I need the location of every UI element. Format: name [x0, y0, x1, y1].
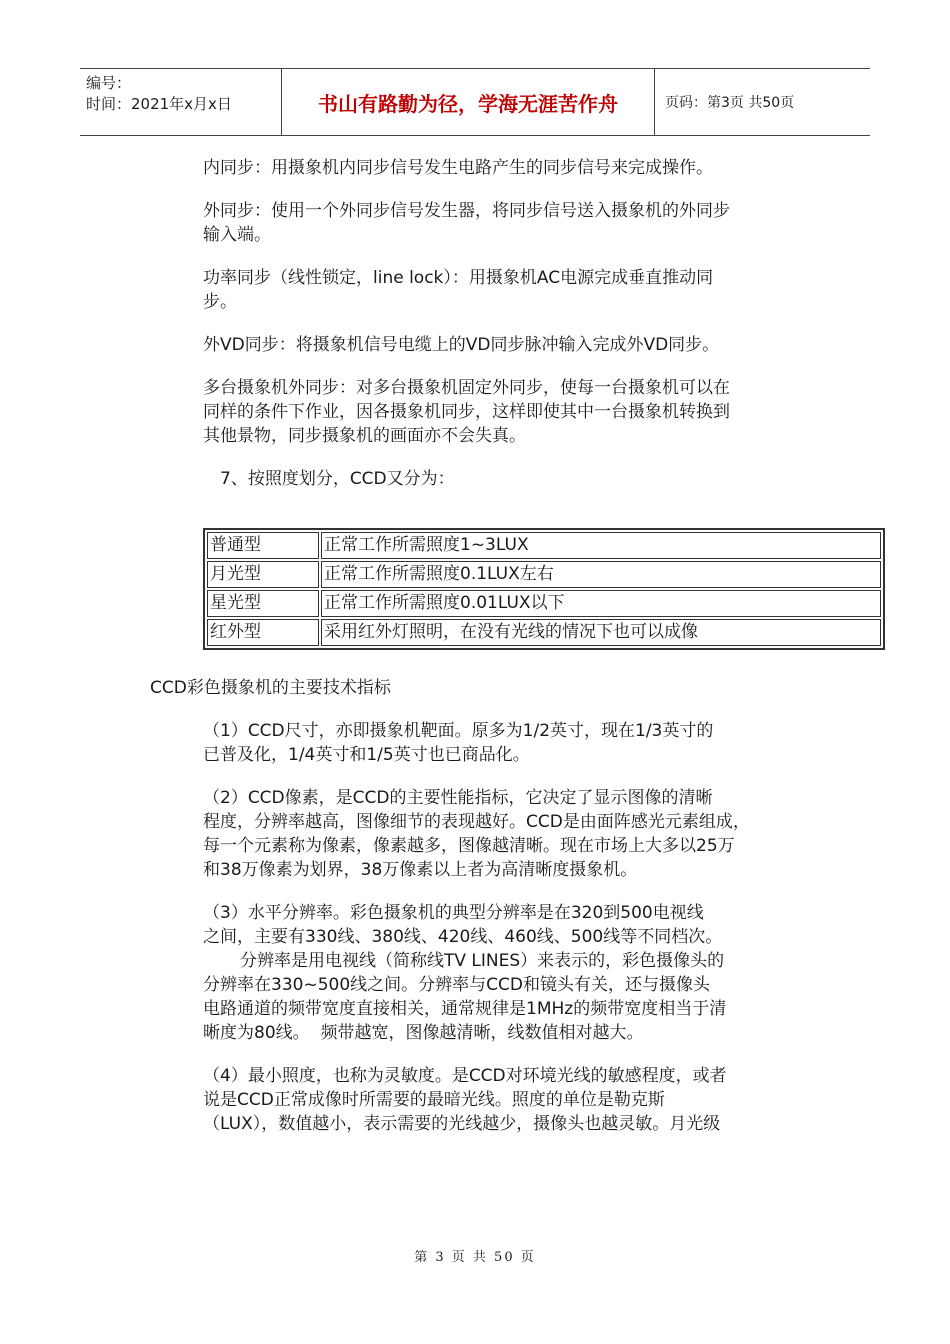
table-row — [207, 532, 881, 559]
table-cell-type: 星光型 — [207, 590, 319, 617]
document-body — [150, 156, 813, 1155]
document-number-label: 编号： — [86, 74, 132, 92]
paragraph-ccd-pixels: （2）CCD像素，是CCD的主要性能指标，它决定了显示图像的清晰 程度，分辨率越高，图像细节的表现越好。CCD是由面阵感光元素组成， 每一个元素称为像素，像素越多，图像越清晰。现在市场上大多以25万 和38万像素为划界，38万像素以上者为高清晰度摄象机。 — [203, 788, 750, 880]
paragraph-minimum-illumination: （4）最小照度，也称为灵敏度。是CCD对环境光线的敏感程度，或者 说是CCD正常成像时所需要的最暗光线。照度的单位是勒克斯 （LUX），数值越小，表示需要的光线越少，摄像头也越灵敏。月光级 — [203, 1066, 727, 1134]
table-cell-desc: 正常工作所需照度0.01LUX以下 — [321, 590, 881, 617]
paragraph-vd-sync: 外VD同步：将摄象机信号电缆上的VD同步脉冲输入完成外VD同步。 — [203, 335, 720, 355]
page-header — [80, 68, 870, 136]
paragraph-horizontal-resolution: （3）水平分辨率。彩色摄象机的典型分辨率是在320到500电视线 之间，主要有330线、380线、420线、460线、500线等不同档次。 — [203, 903, 723, 947]
header-meta — [80, 69, 282, 135]
illumination-table — [203, 528, 885, 650]
page-footer: 第 3 页 共 50 页 — [414, 1250, 536, 1265]
paragraph-external-sync: 外同步：使用一个外同步信号发生器，将同步信号送入摄象机的外同步 输入端。 — [203, 201, 730, 245]
table-row — [207, 590, 881, 617]
paragraph-ccd-size: （1）CCD尺寸，亦即摄象机靶面。原多为1/2英寸，现在1/3英寸的 已普及化，1/4英寸和1/5英寸也已商品化。 — [203, 721, 714, 765]
section-heading-ccd-specs: CCD彩色摄象机的主要技术指标 — [150, 678, 391, 698]
table-cell-type: 红外型 — [207, 619, 319, 646]
table-row — [207, 561, 881, 588]
paragraph-bandwidth: 分辨率在330~500线之间。分辨率与CCD和镜头有关，还与摄像头 电路通道的频带宽度直接相关，通常规律是1MHz的频带宽度相当于清 晰度为80线。 频带越宽，图像越清晰，线数值相对越大。 — [203, 975, 727, 1043]
table-cell-desc: 采用红外灯照明，在没有光线的情况下也可以成像 — [321, 619, 881, 646]
paragraph-illumination-heading: 7、按照度划分，CCD又分为： — [220, 469, 455, 489]
header-page-number: 页码：第3页 共50页 — [665, 95, 795, 111]
paragraph-internal-sync: 内同步：用摄象机内同步信号发生电路产生的同步信号来完成操作。 — [203, 158, 713, 178]
table-cell-desc: 正常工作所需照度1~3LUX — [321, 532, 881, 559]
table-cell-type: 月光型 — [207, 561, 319, 588]
paragraph-multi-camera-sync: 多台摄象机外同步：对多台摄象机固定外同步，使每一台摄象机可以在 同样的条件下作业，因各摄象机同步，这样即使其中一台摄象机转换到 其他景物，同步摄象机的画面亦不会失真。 — [203, 378, 730, 446]
table-cell-type: 普通型 — [207, 532, 319, 559]
table-row — [207, 619, 881, 646]
table-cell-desc: 正常工作所需照度0.1LUX左右 — [321, 561, 881, 588]
document-time-label: 时间：2021年x月x日 — [86, 95, 232, 113]
header-motto: 书山有路勤为径，学海无涯苦作舟 — [282, 69, 655, 135]
paragraph-power-sync: 功率同步（线性锁定，line lock）：用摄象机AC电源完成垂直推动同 步。 — [203, 268, 714, 312]
paragraph-tv-lines: 分辨率是用电视线（简称线TV LINES）来表示的，彩色摄像头的 — [240, 951, 725, 971]
